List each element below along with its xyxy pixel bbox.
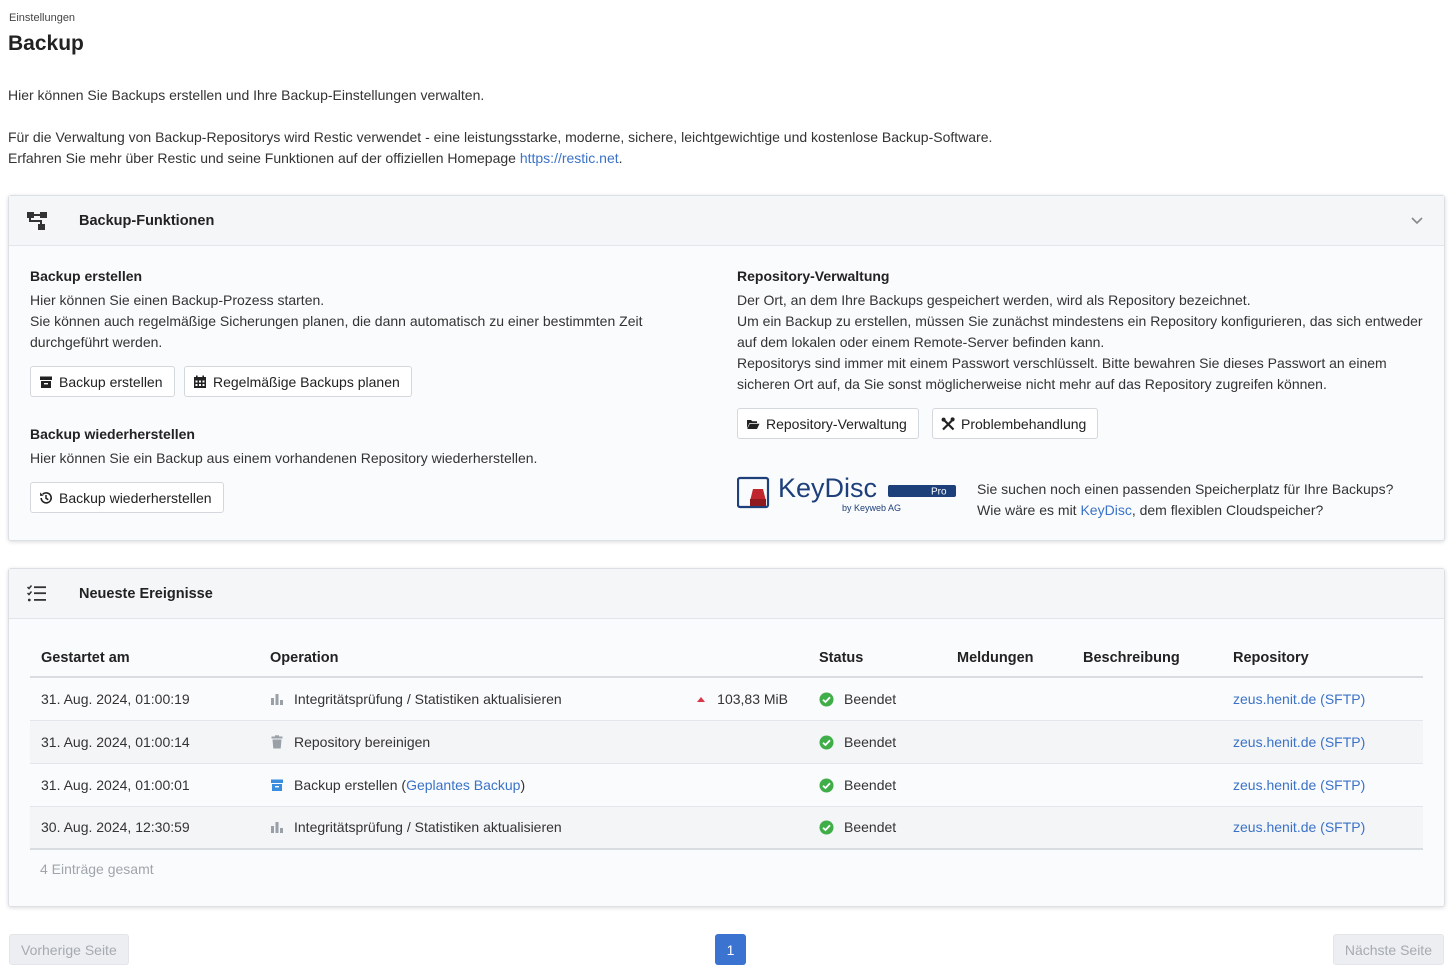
column-header-description[interactable]: Beschreibung [1072,639,1222,677]
schedule-backups-button[interactable]: Regelmäßige Backups planen [184,366,412,397]
logo-main-text: KeyDisc [778,475,878,503]
event-status: Beendet [808,806,946,849]
archive-icon [270,778,284,792]
event-operation: Repository bereinigen [259,720,808,763]
repository-link[interactable]: zeus.henit.de (SFTP) [1233,776,1366,793]
bar-chart-icon [270,820,284,834]
calendar-icon [193,375,207,389]
event-operation: Integritätsprüfung / Statistiken aktualisieren [259,806,808,849]
total-entries: 4 Einträge gesamt [40,861,154,877]
next-page-button[interactable]: Nächste Seite [1333,934,1444,965]
event-description [1072,763,1222,806]
event-repository [1222,720,1423,763]
restore-backup-title: Backup wiederherstellen [30,426,195,442]
create-backup-title: Backup erstellen [30,268,143,284]
tools-icon [941,417,955,431]
event-messages [946,720,1072,763]
table-row[interactable] [30,806,1423,849]
check-circle-icon [819,820,834,835]
backup-functions-header[interactable] [9,196,1444,246]
repo-management-text: Der Ort, an dem Ihre Backups gespeichert werden, wird als Repository bezeichnet. Um ein Backup zu erstellen, müssen Sie zunächst mindestens ein Repository konfigurieren, das sich entweder auf dem lokalen oder einem Remote-Server befinden kann. Repositorys sind immer mit einem Passwort verschlüsselt. Bitte bewahren Sie dieses Passwort an einem sicheren Ort auf, da Sie sonst möglicherweise nicht mehr auf das Repository zugreifen können. [737,292,1423,392]
event-messages [946,677,1072,720]
event-repository [1222,806,1423,849]
event-size: 103,83 MiB [717,690,788,707]
scheduled-backup-link[interactable]: Geplantes Backup [406,776,521,793]
keydisc-logo[interactable] [737,475,959,515]
table-header-row [30,639,1423,677]
keydisc-ad-text: Sie suchen noch einen passenden Speicherplatz für Ihre Backups? Wie wäre es mit KeyDisc, dem flexiblen Cloudspeicher? [977,481,1394,518]
restore-backup-button[interactable]: Backup wiederherstellen [30,482,224,513]
restic-homepage-link[interactable]: https://restic.net [519,150,619,166]
event-description [1072,720,1222,763]
restore-backup-text: Hier können Sie ein Backup aus einem vorhandenen Repository wiederherstellen. [30,450,538,466]
event-messages [946,806,1072,849]
event-messages [946,763,1072,806]
repository-link[interactable]: zeus.henit.de (SFTP) [1233,690,1366,707]
event-date: 31. Aug. 2024, 01:00:14 [30,720,259,763]
column-header-operation[interactable]: Operation [259,639,808,677]
repo-management-title: Repository-Verwaltung [737,268,890,284]
event-repository [1222,763,1423,806]
size-indicator [697,691,788,707]
column-header-messages[interactable]: Meldungen [946,639,1072,677]
logo-by-text: by Keyweb AG [842,503,902,513]
event-date: 31. Aug. 2024, 01:00:19 [30,677,259,720]
repository-link[interactable]: zeus.henit.de (SFTP) [1233,733,1366,750]
column-header-status[interactable]: Status [808,639,946,677]
check-circle-icon [819,692,834,707]
event-date: 30. Aug. 2024, 12:30:59 [30,806,259,849]
create-backup-text: Hier können Sie einen Backup-Prozess starten. Sie können auch regelmäßige Sicherungen planen, die dann automatisch zu einer bestimmten Zeit durchgeführt werden. [30,292,643,350]
check-circle-icon [819,735,834,750]
folder-open-icon [746,417,760,431]
recent-events-header [9,569,1444,619]
event-operation: Integritätsprüfung / Statistiken aktualisieren 103,83 MiB [259,677,808,720]
event-description [1072,677,1222,720]
intro-restic-text: Für die Verwaltung von Backup-Repositorys wird Restic verwendet - eine leistungsstarke, moderne, sichere, leichtgewichtige und kostenlose Backup-Software. [8,129,993,145]
troubleshooting-button[interactable]: Problembehandlung [932,408,1098,439]
table-row[interactable] [30,763,1423,806]
intro-homepage-text: Erfahren Sie mehr über Restic und seine Funktionen auf der offiziellen Homepage https://restic.net. [8,150,623,166]
logo-pro-text: Pro [931,486,947,498]
check-circle-icon [819,778,834,793]
column-header-started[interactable]: Gestartet am [30,639,259,677]
events-table [30,639,1423,850]
previous-page-button[interactable]: Vorherige Seite [9,934,129,965]
page-title: Backup [8,32,84,55]
sitemap-icon [26,210,48,232]
table-row[interactable] [30,677,1423,720]
event-status: Beendet [808,763,946,806]
event-status: Beendet [808,720,946,763]
event-description [1072,806,1222,849]
chevron-down-icon[interactable] [1410,213,1424,227]
table-row[interactable] [30,720,1423,763]
event-repository [1222,677,1423,720]
history-icon [39,491,53,505]
recent-events-title: Neueste Ereignisse [79,586,213,602]
event-operation: Backup erstellen (Geplantes Backup) [259,763,808,806]
recent-events-panel [8,568,1445,907]
event-date: 31. Aug. 2024, 01:00:01 [30,763,259,806]
backup-functions-title: Backup-Funktionen [79,213,215,229]
keydisc-link[interactable]: KeyDisc [1080,502,1132,518]
repository-link[interactable]: zeus.henit.de (SFTP) [1233,819,1366,836]
repo-management-button[interactable]: Repository-Verwaltung [737,408,919,439]
trash-icon [270,735,284,749]
size-up-icon [697,697,705,702]
breadcrumb: Einstellungen [9,12,76,24]
tasks-list-icon [26,583,48,605]
backup-functions-panel [8,195,1445,541]
column-header-repository[interactable]: Repository [1222,639,1423,677]
event-status: Beendet [808,677,946,720]
intro-text: Hier können Sie Backups erstellen und Ihre Backup-Einstellungen verwalten. [8,87,485,103]
page-number-button[interactable]: 1 [715,934,746,965]
create-backup-button[interactable]: Backup erstellen [30,366,175,397]
bar-chart-icon [270,692,284,706]
archive-icon [39,375,53,389]
